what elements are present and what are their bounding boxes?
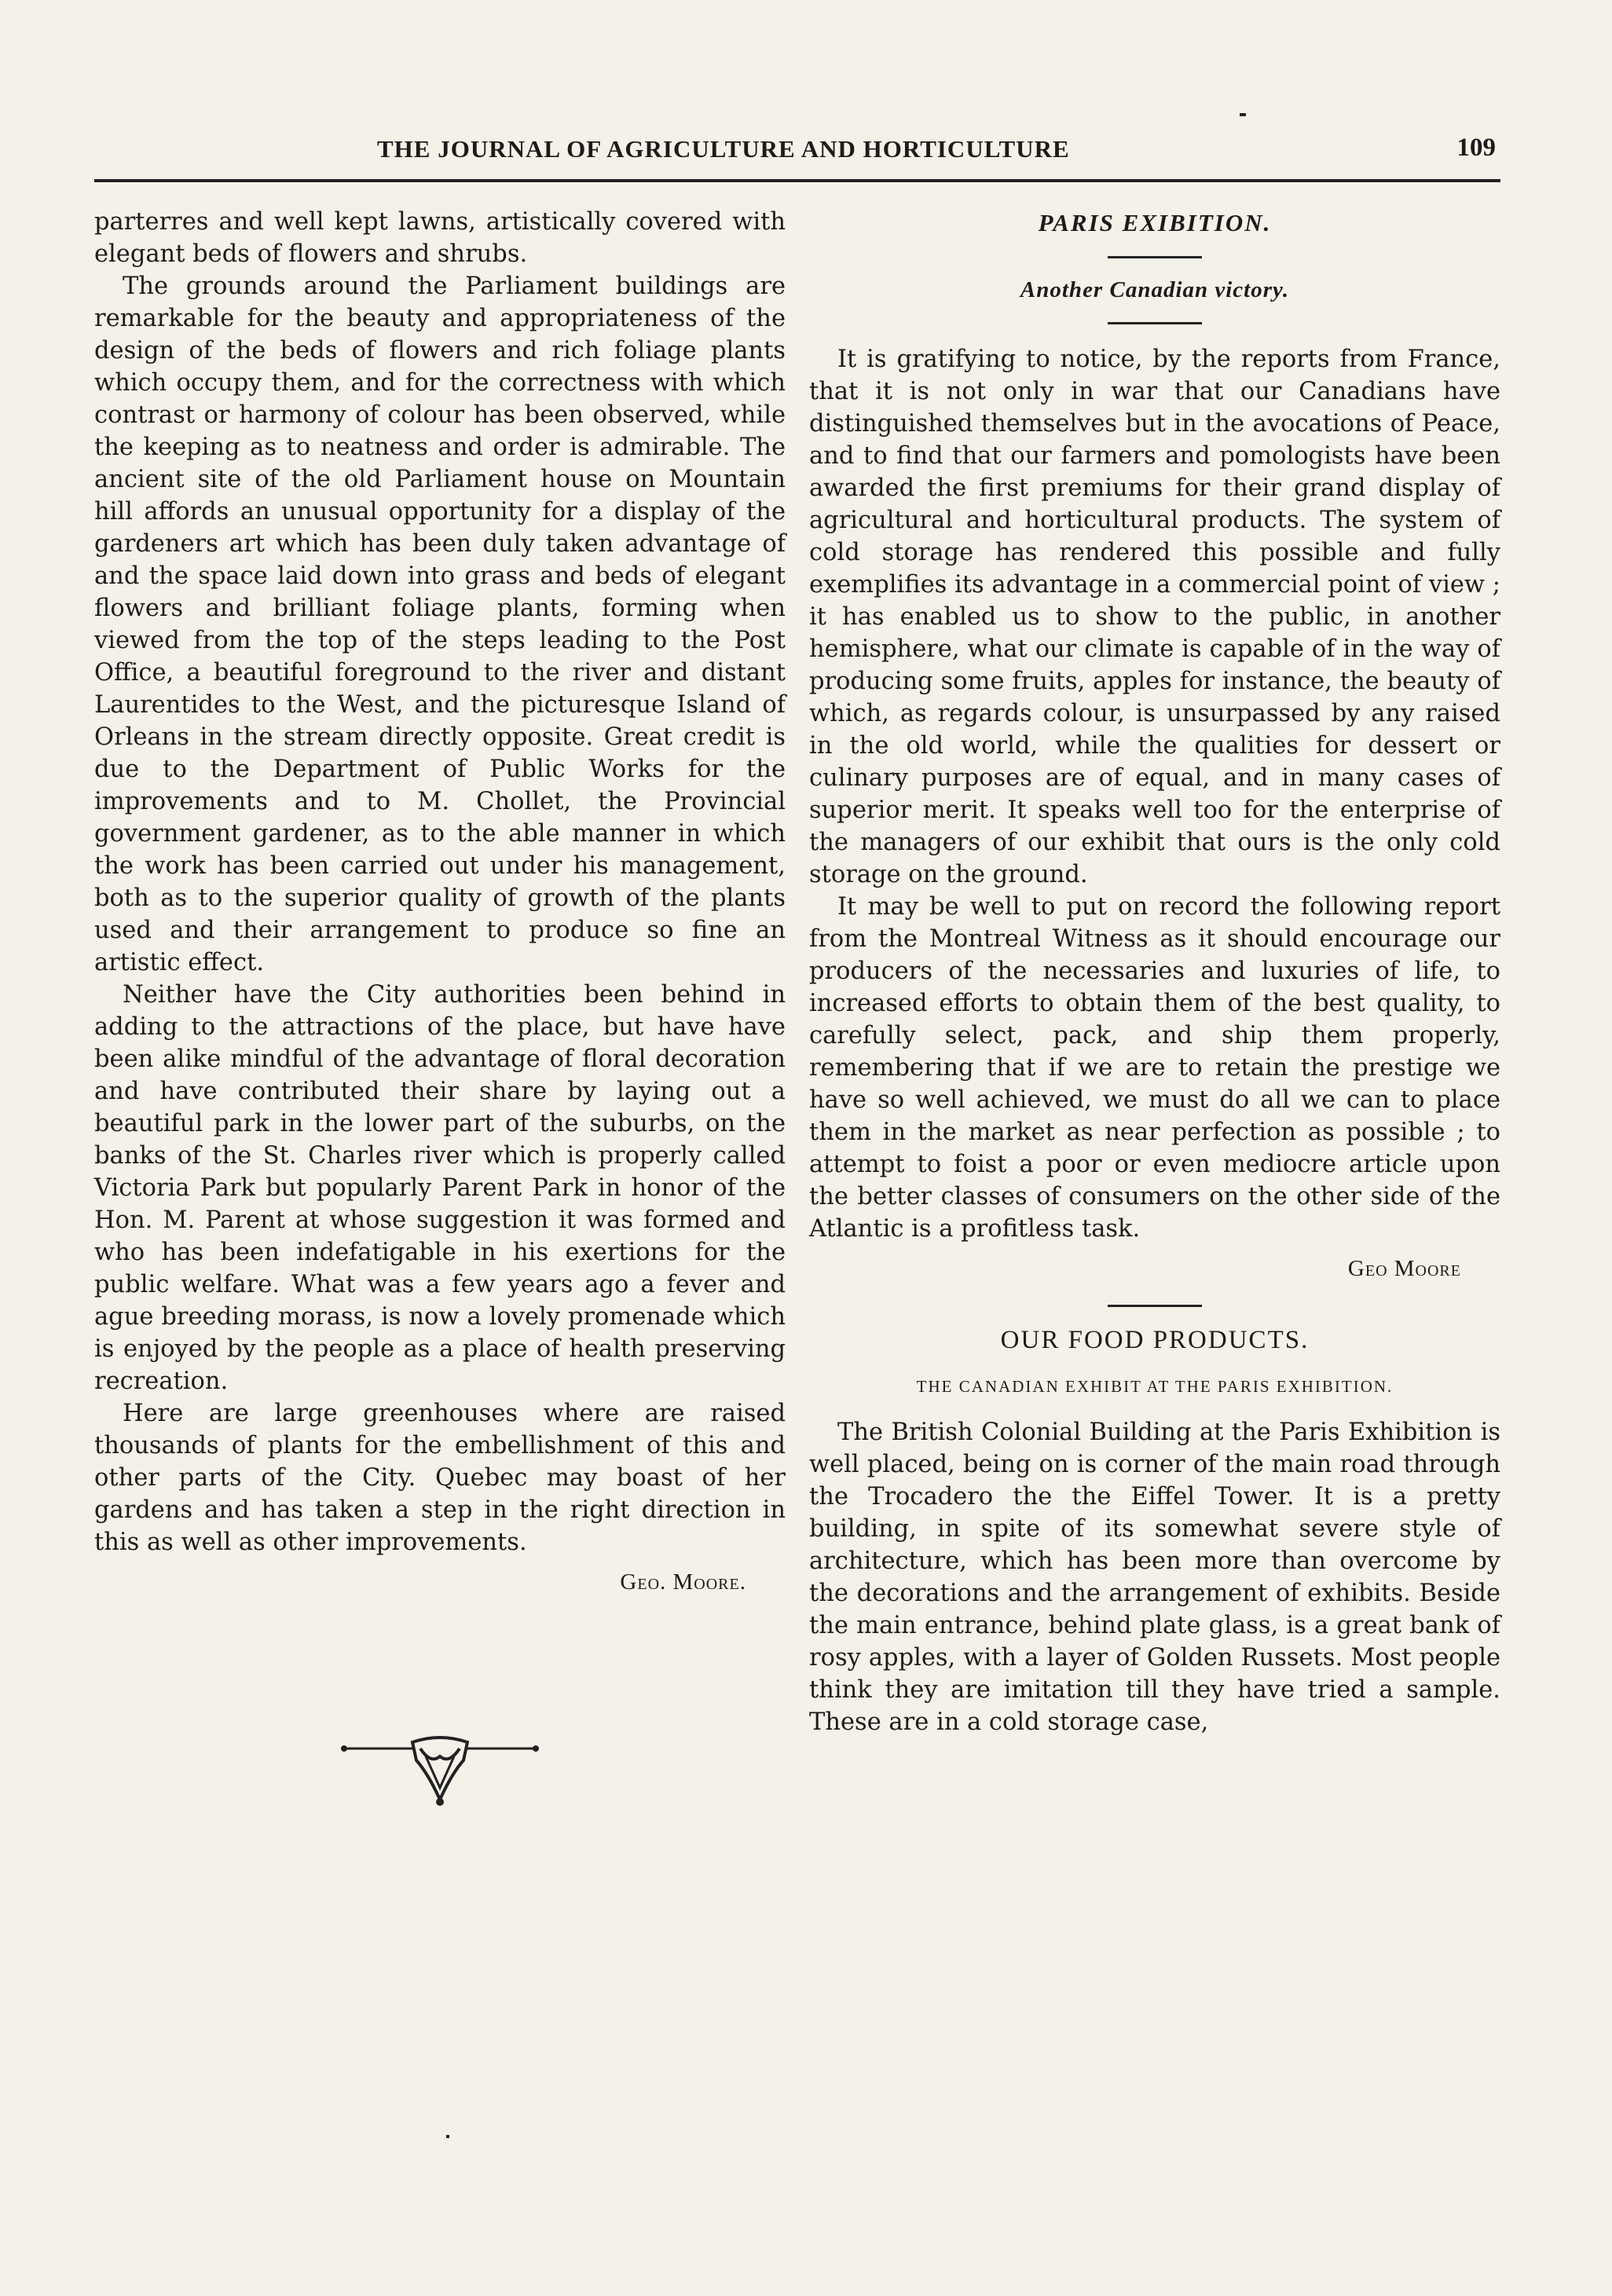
divider-rule xyxy=(1108,322,1202,324)
right-paragraph: It may be well to put on record the following report from the Montreal Witness as it should encourage our producers of the necessaries and luxuries of life, to increased efforts to obtain them of the best quality, to carefully select, pack, and ship them properly, remembering that if we are to retain the prestige we have so well achieved, we must do all we can to place them in the market as near perfection as possible ; to attempt to foist a poor or even mediocre article upon the better classes of consumers on the other side of the Atlantic is a profitless task. xyxy=(809,893,1500,1243)
divider-rule xyxy=(1108,256,1202,258)
right-paragraph: It is gratifying to notice, by the reports from France, that it is not only in war that our Canadians have distinguished themselves but in the avocations of Peace, and to find that our farmers and pomologists have been awarded the first premiums for their grand display of agricultural and horticultural products. The system of cold storage has rendered this possible and fully exemplifies its advantage in a commercial point of view ; it has enabled us to show to the public, in another hemisphere, what our climate is capable of in the way of producing some fruits, apples for instance, the beauty of which, as regards colour, is unsurpassed by any raised in the old world, while the qualities for dessert or culinary purposes are of equal, and in many cases of superior merit. It speaks well too for the enterprise of the managers of our exhibit that ours is the only cold storage on the ground. xyxy=(809,346,1500,888)
divider-rule xyxy=(1108,1305,1202,1307)
left-paragraph: Neither have the City authorities been behind in adding to the attractions of the place, but have have been alike mindful of the advantage of floral decoration and have contributed their share by laying out a beautiful park in the lower part of the suburbs, on the banks of the St. Charles river which is properly called Victoria Park but popularly Parent Park in honor of the Hon. M. Parent at whose suggestion it was formed and who has been indefatigable in his exertions for the public welfare. What was a few years ago a fever and ague breeding morass, is now a lovely promenade which is enjoyed by the people as a place of health preserving recreation. xyxy=(94,981,786,1395)
right-column xyxy=(809,206,1500,1738)
left-paragraph: Here are large greenhouses where are raised thousands of plants for the embellishment of this and other parts of the City. Quebec may boast of her gardens and has taken a step in the right direction in this as well as other improvements. xyxy=(94,1400,786,1556)
left-column xyxy=(94,206,786,1811)
article-subtitle: Another Canadian victory. xyxy=(1020,277,1290,302)
running-title: THE JOURNAL OF AGRICULTURE AND HORTICULTURE xyxy=(377,135,1070,163)
left-signature: Geo. Moore. xyxy=(620,1569,746,1595)
print-speck xyxy=(446,2135,449,2138)
print-speck xyxy=(1240,113,1246,116)
right-paragraph: The British Colonial Building at the Paris Exhibition is well placed, being on is corner of the main road through the Trocadero the the Eiffel Tower. It is a pretty building, in spite of its somewhat severe style of architecture, which has been more than overcome by the decorations and the arrangement of exhibits. Beside the main entrance, behind plate glass, is a great bank of rosy apples, with a layer of Golden Russets. Most people think they are imitation till they have tried a sample. These are in a cold storage case, xyxy=(809,1419,1500,1736)
ornament-icon xyxy=(338,1725,542,1811)
left-paragraph: The grounds around the Parliament buildings are remarkable for the beauty and appropriateness of the design of the beds of flowers and rich foliage plants which occupy them, and for the correctness with which contrast or harmony of colour has been observed, while the keeping as to neatness and order is admirable. The ancient site of the old Parliament house on Mountain hill affords an unusual opportunity for a display of the gardeners art which has been duly taken advantage of and the space laid down into grass and beds of elegant flowers and brilliant foliage plants, forming when viewed from the top of the steps leading to the Post Office, a beautiful foreground to the river and distant Laurentides to the West, and the picturesque Island of Orleans in the stream directly opposite. Great credit is due to the Department of Public Works for the improvements and to M. Chollet, the Provincial government gardener, as to the able manner in which the work has been carried out under his management, both as to the superior quality of growth of the plants used and their arrangement to produce so fine an artistic effect. xyxy=(94,273,786,976)
article-title: PARIS EXIBITION. xyxy=(1038,209,1272,236)
right-signature: Geo Moore xyxy=(1347,1256,1461,1281)
left-paragraph: parterres and well kept lawns, artistically covered with elegant beds of flowers and shrubs. xyxy=(94,208,786,268)
running-head xyxy=(94,132,1500,182)
article-title: OUR FOOD PRODUCTS. xyxy=(1000,1326,1310,1354)
page-number: 109 xyxy=(1456,134,1496,162)
article-subtitle: THE CANADIAN EXHIBIT AT THE PARIS EXHIBITION. xyxy=(916,1377,1394,1396)
